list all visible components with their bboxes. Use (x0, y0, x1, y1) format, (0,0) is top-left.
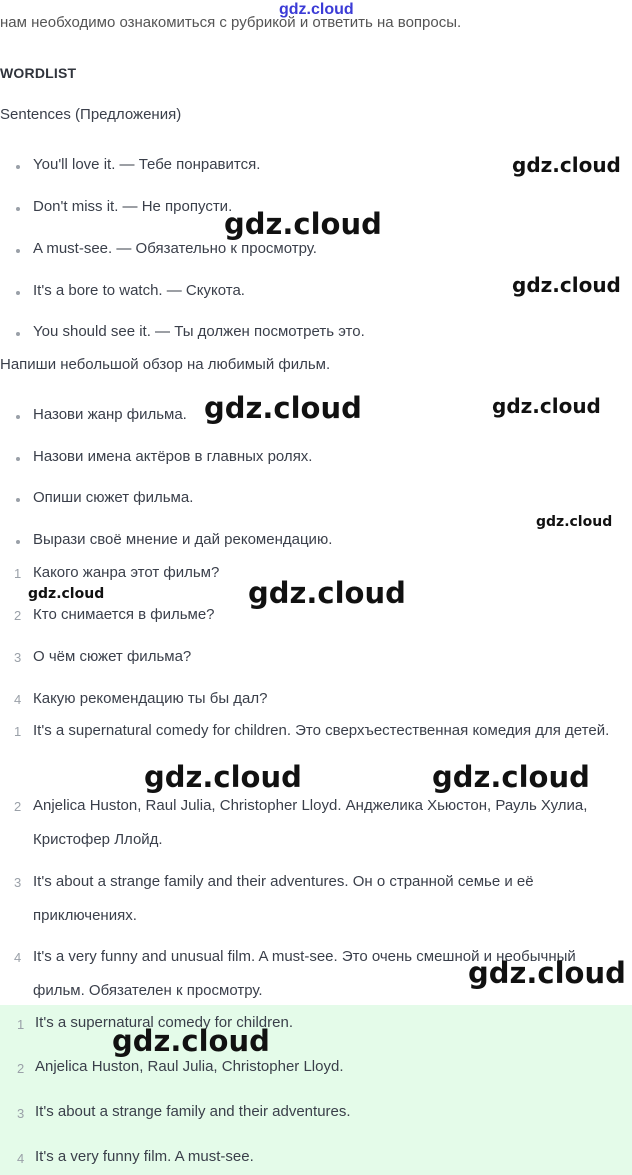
watermark: gdz.cloud (112, 1024, 270, 1058)
answer-text: It's about a strange family and their adventures. (35, 1103, 351, 1120)
watermark: gdz.cloud (144, 760, 302, 794)
list-item-text: A must-see. — Обязательно к просмотру. (33, 240, 317, 257)
bullet-icon (16, 165, 20, 169)
question-text: Какую рекомендацию ты бы дал? (33, 690, 268, 707)
bullet-icon (16, 415, 20, 419)
wordlist-heading: WORDLIST (0, 65, 77, 81)
watermark: gdz.cloud (204, 391, 362, 425)
bullet-icon (16, 249, 20, 253)
list-number: 2 (14, 608, 22, 623)
bullet-icon (16, 540, 20, 544)
watermark: gdz.cloud (512, 273, 621, 297)
list-number: 4 (14, 950, 22, 965)
question-text: О чём сюжет фильма? (33, 648, 192, 665)
answer-text: It's a supernatural comedy for children. Это сверхъестественная комедия для детей. (33, 722, 610, 739)
watermark: gdz.cloud (248, 576, 406, 610)
answer-text: It's a very funny film. A must-see. (35, 1148, 254, 1165)
list-number: 2 (17, 1061, 25, 1076)
watermark: gdz.cloud (224, 207, 382, 241)
list-item-text: Назови жанр фильма. (33, 406, 187, 423)
list-number: 2 (14, 799, 22, 814)
watermark: gdz.cloud (468, 956, 626, 990)
watermark: gdz.cloud (512, 153, 621, 177)
list-number: 3 (14, 875, 22, 890)
bullet-icon (16, 498, 20, 502)
answer-text: Anjelica Huston, Raul Julia, Christopher Lloyd. (35, 1058, 344, 1075)
list-item-text: Назови имена актёров в главных ролях. (33, 448, 313, 465)
answer-text: It's a supernatural comedy for children. (35, 1014, 293, 1031)
list-number: 4 (17, 1151, 25, 1166)
task-text: Напиши небольшой обзор на любимый фильм. (0, 356, 331, 373)
list-item-text: You'll love it. — Тебе понравится. (33, 156, 261, 173)
list-item-text: It's a bore to watch. — Скукота. (33, 282, 245, 299)
list-item-text: Вырази своё мнение и дай рекомендацию. (33, 531, 333, 548)
list-number: 1 (17, 1017, 25, 1032)
watermark: gdz.cloud (536, 514, 613, 530)
watermark: gdz.cloud (432, 760, 590, 794)
bullet-icon (16, 207, 20, 211)
list-number: 1 (14, 566, 22, 581)
answer-text: It's about a strange family and their adventures. Он о странной семье и её приключениях. (33, 873, 534, 924)
watermark: gdz.cloud (28, 586, 105, 602)
bullet-icon (16, 332, 20, 336)
list-item-text: Don't miss it. — Не пропусти. (33, 198, 233, 215)
watermark-top: gdz.cloud (279, 1, 354, 18)
list-number: 4 (14, 692, 22, 707)
list-item-text: Опиши сюжет фильма. (33, 489, 194, 506)
answer-text: It's a very funny and unusual film. A must-see. Это очень смешной и необычный фильм. Обязателен к просмотру. (33, 948, 576, 999)
list-number: 3 (14, 650, 22, 665)
bullet-icon (16, 457, 20, 461)
list-number: 1 (14, 724, 22, 739)
question-text: Какого жанра этот фильм? (33, 564, 220, 581)
watermark: gdz.cloud (492, 394, 601, 418)
bullet-icon (16, 291, 20, 295)
list-number: 3 (17, 1106, 25, 1121)
sentences-heading: Sentences (Предложения) (0, 106, 182, 123)
question-text: Кто снимается в фильме? (33, 606, 215, 623)
answer-text: Anjelica Huston, Raul Julia, Christopher Lloyd. Анджелика Хьюстон, Рауль Хулиа, Кристофер Ллойд. (33, 797, 588, 848)
list-item-text: You should see it. — Ты должен посмотреть это. (33, 323, 365, 340)
intro-text: нам необходимо ознакомиться с рубрикой и ответить на вопросы. (0, 14, 462, 31)
